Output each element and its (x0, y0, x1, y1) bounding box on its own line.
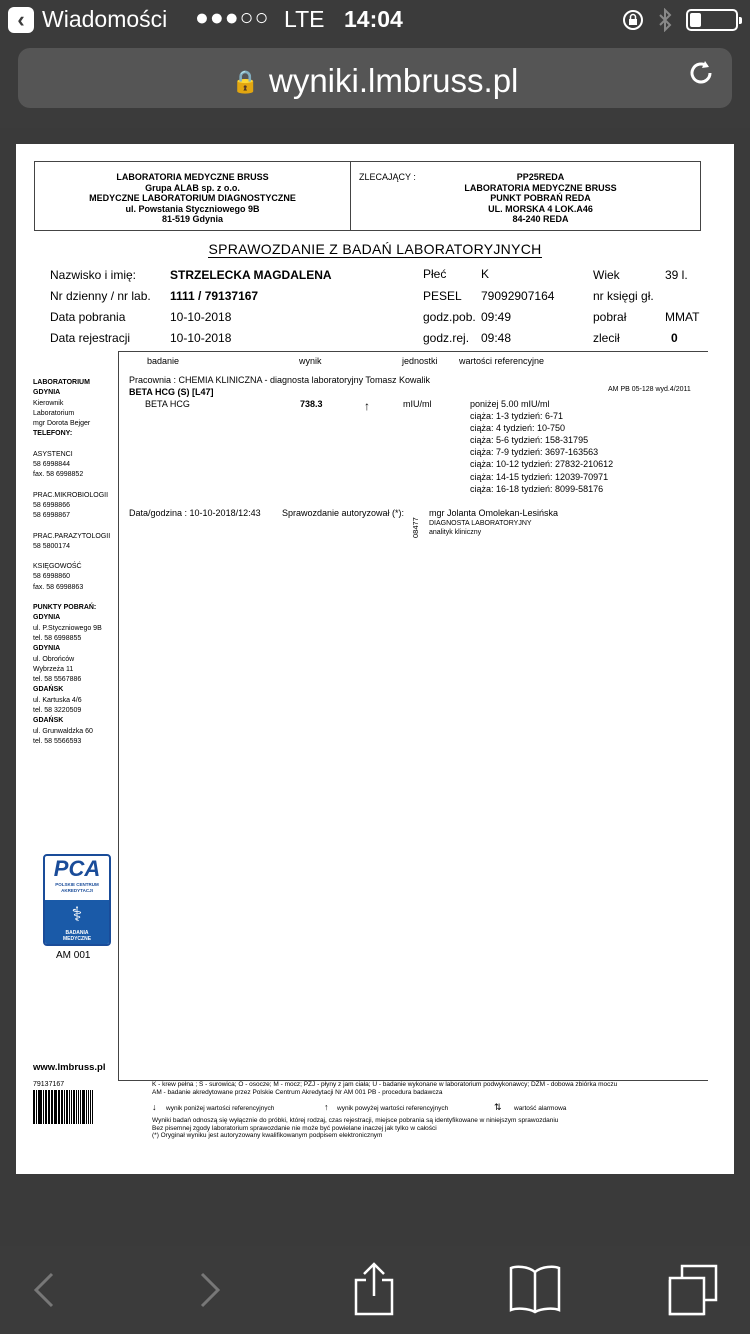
chevron-left-icon: ‹ (8, 7, 34, 33)
authorizer-specialty: analityk kliniczny (429, 529, 482, 536)
footnote-line: AM - badanie akredytowane przez Polskie Centrum Akredytacji Nr AM 001 PB - procedura badawcza (152, 1088, 443, 1096)
method-code: AM PB 05-128 wyd.4/2011 (608, 386, 691, 393)
sidebar-line: 58 5800174 (33, 542, 70, 550)
report-title (16, 241, 734, 257)
col-units: jednostki (402, 356, 438, 366)
results-table-header (118, 351, 708, 369)
lab-line: LABORATORIA MEDYCZNE BRUSS (116, 172, 269, 182)
lab-contacts-sidebar (33, 378, 123, 747)
sidebar-line: Wybrzeża 11 (33, 665, 74, 673)
reg-time-value: 09:48 (481, 331, 512, 345)
barcode-bar (82, 1090, 85, 1124)
url-text: wyniki.lmbruss.pl (269, 62, 519, 99)
sidebar-line: tel. 58 6998855 (33, 634, 82, 642)
reg-date-value: 10-10-2018 (170, 331, 232, 345)
status-icons (622, 8, 738, 32)
sidebar-line: 58 6998844 (33, 461, 70, 469)
arrow-up-icon: ↑ (364, 399, 370, 413)
footnote-line: Bez pisemnej zgody laboratorium sprawozdanie nie może być powielane inaczej jak tylko w całości (152, 1124, 437, 1132)
result-unit: mIU/ml (403, 399, 432, 409)
orderer-line: PP25REDA (516, 172, 565, 182)
reference-value: ciąża: 5-6 tydzień: 158-31795 (470, 435, 589, 446)
ordered-value: 0 (671, 331, 678, 345)
spacer (33, 440, 123, 450)
share-icon[interactable] (352, 1260, 396, 1323)
collect-date-value: 10-10-2018 (170, 310, 232, 324)
laboratory-address (35, 162, 351, 230)
barcode (33, 1090, 93, 1124)
reference-value: ciąża: 16-18 tydzień: 8099-58176 (470, 483, 604, 494)
collected-by-label: pobrał (593, 310, 627, 324)
reload-icon[interactable] (686, 58, 716, 97)
orientation-lock-icon (622, 9, 644, 31)
ordered-label: zlecił (593, 331, 620, 345)
spacer (33, 522, 123, 532)
report-header (34, 161, 701, 231)
datetime-line: Data/godzina : 10-10-2018/12:43 (129, 508, 261, 518)
legend-alarm: wartość alarmowa (514, 1105, 567, 1112)
age-label: Wiek (593, 268, 620, 282)
legend-above: wynik powyżej wartości referencyjnych (337, 1105, 449, 1112)
sidebar-line: mgr Dorota Bejger (33, 420, 91, 428)
sidebar-line: fax. 58 6998852 (33, 471, 84, 479)
tabs-icon[interactable] (666, 1264, 720, 1321)
sidebar-line: 58 6998866 (33, 501, 70, 509)
reference-value: ciąża: 1-3 tydzień: 6-71 (470, 411, 564, 422)
barcode-bar (61, 1090, 63, 1124)
authorized-label: Sprawozdanie autoryzował (*): (282, 508, 405, 518)
sidebar-line: ul. Kartuska 4/6 (33, 696, 82, 704)
pesel-label: PESEL (423, 289, 462, 303)
lab-line: MEDYCZNE LABORATORIUM DIAGNOSTYCZNE (89, 193, 296, 203)
url-display (18, 62, 732, 100)
collect-date-label: Data pobrania (50, 310, 126, 324)
test-name: BETA HCG (145, 399, 190, 409)
sex-value: K (481, 267, 490, 281)
barcode-bar (69, 1090, 70, 1124)
barcode-bar (43, 1090, 44, 1124)
name-label: Nazwisko i imię: (50, 268, 137, 282)
barcode-bar (58, 1090, 59, 1124)
authorizer-name: mgr Jolanta Omolekan-Lesińska (429, 508, 559, 518)
address-bar[interactable] (18, 48, 732, 108)
age-value: 39 l. (665, 268, 688, 282)
footnote-line: Wyniki badań odnoszą się wyłącznie do próbki, której rodzaj, czas rejestracji, miejsce pobrania są identyfikowane w niniejszym sprawozdaniu (152, 1117, 559, 1124)
pca-logo-text: PCA (53, 856, 101, 881)
barcode-bar (54, 1090, 57, 1124)
sidebar-line: PRAC.PARAZYTOLOGII (33, 532, 111, 540)
lab-line: Grupa ALAB sp. z o.o. (145, 182, 240, 193)
patient-name: STRZELECKA MAGDALENA (170, 268, 332, 282)
lab-report-page (16, 144, 734, 1174)
barcode-bar (73, 1090, 75, 1124)
orderer-line: 84-240 REDA (512, 214, 569, 224)
barcode-number: 79137167 (33, 1081, 65, 1088)
sidebar-line: Kierownik (33, 399, 64, 407)
sidebar-line: GDAŃSK (33, 686, 64, 694)
forward-icon[interactable] (196, 1262, 224, 1323)
sex-label: Płeć (423, 267, 447, 281)
sidebar-line: tel. 58 5567886 (33, 676, 82, 684)
browser-header (0, 40, 750, 128)
reference-value: poniżej 5.00 mIU/ml (470, 399, 550, 409)
barcode-bar (38, 1090, 39, 1124)
footnote-line: (*) Oryginał wyniku jest autoryzowany kwalifikowanym podpisem elektronicznym (152, 1132, 383, 1139)
sidebar-line: GDYNIA (33, 614, 61, 622)
barcode-bar (64, 1090, 65, 1124)
sidebar-line: fax. 58 6998863 (33, 583, 84, 591)
sidebar-line: tel. 58 5566593 (33, 737, 82, 745)
reg-time-label: godz.rej. (423, 331, 470, 345)
pesel-value: 79092907164 (481, 289, 555, 303)
reference-values (470, 398, 613, 495)
book-label: nr księgi gł. (593, 289, 654, 303)
barcode-bar (36, 1090, 37, 1124)
sidebar-line: LABORATORIUM (33, 379, 90, 386)
back-to-app-button[interactable] (8, 6, 167, 33)
spacer (33, 481, 123, 491)
reference-value: ciąża: 7-9 tydzień: 3697-163563 (470, 447, 599, 458)
browser-toolbar (0, 1246, 750, 1334)
reg-date-label: Data rejestracji (50, 331, 131, 345)
barcode-bar (71, 1090, 72, 1124)
sidebar-line: GDAŃSK (33, 717, 64, 725)
spacer (33, 552, 123, 562)
orderer-line: UL. MORSKA 4 LOK.A46 (488, 203, 593, 214)
orderer-line: LABORATORIA MEDYCZNE BRUSS (464, 182, 617, 193)
lab-line: 81-519 Gdynia (161, 214, 224, 224)
day-no-label: Nr dzienny / nr lab. (50, 289, 151, 303)
battery-level (690, 13, 701, 27)
footnote-line: K - krew pełna ; S - surowica; O - osocze; M - mocz; PZJ - płyny z jam ciała; U - badanie wykonane w laboratorium podwykonawcy; DZM - dobowa zbiórka moczu (152, 1081, 618, 1088)
barcode-bar (48, 1090, 49, 1124)
col-result: wynik (299, 356, 322, 366)
barcode-bar (86, 1090, 87, 1124)
barcode-bar (33, 1090, 35, 1124)
sidebar-line: PRAC.MIKROBIOLOGII (33, 491, 109, 499)
sidebar-line: GDYNIA (33, 389, 61, 397)
legend-below: wynik poniżej wartości referencyjnych (166, 1105, 275, 1112)
pca-line: BADANIA (65, 930, 89, 936)
sidebar-line: ul. P.Styczniowego 9B (33, 624, 102, 632)
sidebar-line: GDYNIA (33, 645, 61, 653)
barcode-bar (59, 1090, 60, 1124)
barcode-bar (90, 1090, 92, 1124)
sidebar-line: tel. 58 3220509 (33, 707, 82, 715)
sidebar-line: ul. Obrońców (33, 655, 75, 663)
test-group: BETA HCG (S) [L47] (129, 387, 214, 397)
orderer-line: PUNKT POBRAŃ REDA (490, 193, 591, 203)
barcode-bar (88, 1090, 89, 1124)
sidebar-line: PUNKTY POBRAŃ: (33, 604, 97, 612)
collect-time-label: godz.pob. (423, 310, 476, 324)
sidebar-line: ul. Grunwaldzka 60 (33, 727, 93, 735)
arrow-up-icon: ↑ (324, 1102, 329, 1112)
pca-line: POLSKIE CENTRUM (55, 882, 99, 887)
col-test: badanie (147, 356, 180, 366)
collected-by-value: MMAT (665, 310, 700, 324)
sidebar-line: ASYSTENCI (33, 450, 73, 458)
pca-line: AKREDYTACJI (61, 887, 93, 893)
orderer-label: ZLECAJĄCY : (359, 172, 416, 182)
barcode-bar (39, 1090, 42, 1124)
bluetooth-icon (658, 8, 672, 32)
lab-section-line: Pracownia : CHEMIA KLINICZNA - diagnosta laboratoryjny Tomasz Kowalik (129, 375, 430, 385)
battery-icon (686, 9, 738, 31)
accreditation-number: AM 001 (56, 950, 91, 961)
pca-line: MEDYCZNE (62, 936, 92, 942)
sidebar-line: TELEFONY: (33, 430, 73, 438)
sidebar-line: Laboratorium (33, 409, 75, 417)
back-app-label: Wiadomości (42, 6, 168, 32)
lock-icon: 🔒 (231, 69, 259, 94)
barcode-bar (49, 1090, 50, 1124)
barcode-bar (92, 1090, 93, 1124)
status-bar (0, 0, 750, 40)
day-no-value: 1111 / 79137167 (170, 289, 259, 303)
carrier-label: LTE (284, 6, 325, 32)
barcode-bar (80, 1090, 81, 1124)
barcode-bar (45, 1090, 47, 1124)
collect-time-value: 09:49 (481, 310, 512, 324)
status-time: 14:04 (344, 6, 403, 32)
spacer (33, 593, 123, 603)
sidebar-line: 58 6998860 (33, 573, 70, 581)
authorizer-id: 08477 (411, 517, 420, 538)
barcode-bar (76, 1090, 77, 1124)
reference-value: ciąża: 10-12 tydzień: 27832-210612 (470, 459, 614, 470)
result-value: 738.3 (300, 399, 323, 409)
barcode-bar (51, 1090, 53, 1124)
footnotes (152, 1081, 712, 1140)
sidebar-line: KSIĘGOWOŚĆ (33, 563, 82, 571)
report-title-text: SPRAWOZDANIE Z BADAŃ LABORATORYJNYCH (208, 241, 542, 257)
barcode-bar (66, 1090, 69, 1124)
bookmarks-icon[interactable] (508, 1264, 562, 1319)
lab-line: ul. Powstania Styczniowego 9B (125, 203, 260, 214)
authorizer-title: DIAGNOSTA LABORATORYJNY (429, 520, 532, 527)
reference-value: ciąża: 14-15 tydzień: 12039-70971 (470, 471, 609, 482)
signal-strength: ●●●○○ (195, 4, 270, 30)
sidebar-line: 58 6998867 (33, 512, 70, 520)
orderer-address (351, 162, 700, 230)
col-reference: wartości referencyjne (459, 356, 545, 366)
reference-value: ciąża: 4 tydzień: 10-750 (470, 423, 566, 434)
caduceus-icon: ⚕ (71, 904, 83, 926)
pca-accreditation-logo (43, 854, 111, 946)
back-icon[interactable] (30, 1262, 58, 1323)
website-link[interactable]: www.lmbruss.pl (33, 1062, 106, 1073)
arrows-alarm-icon: ⇅ (494, 1102, 502, 1112)
arrow-down-icon: ↓ (152, 1102, 157, 1112)
barcode-bar (78, 1090, 80, 1124)
